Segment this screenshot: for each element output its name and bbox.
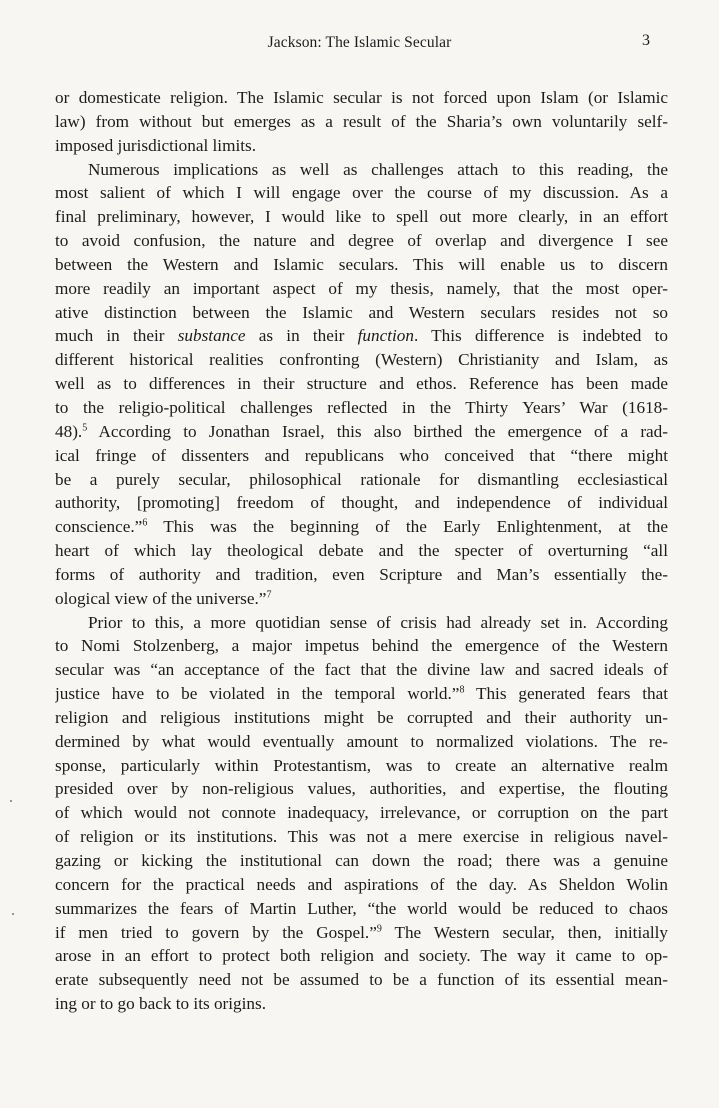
text-line: to the religio-political challenges reflected in the Thirty Years’ War (1618- [55,397,668,417]
scan-speck [12,913,14,915]
text-line: well as to differences in their structure and ethos. Reference has been made [55,374,668,394]
text-line: ative distinction between the Islamic and Western seculars resides not so [55,302,668,322]
running-head-title: Jackson: The Islamic Secular [267,34,452,51]
text-line: gazing or kicking the institutional can down the road; there was a genuine [55,851,668,870]
text-line: ological view of the universe.”$^7$ [55,588,272,608]
text-line: final preliminary, however, I would like to spell out more clearly, in an effort [55,207,668,227]
text-line: of which would not connote inadequacy, irrelevance, or corruption on the part [55,803,668,823]
text-line: dermined by what would eventually amount to normalized violations. The re- [55,731,668,751]
text-line: concern for the practical needs and aspirations of the day. As Sheldon Wolin [55,874,668,894]
text-line: ing or to go back to its origins. [55,994,267,1014]
text-line: to avoid confusion, the nature and degree of overlap and divergence I see [55,231,668,251]
text-line: law) from without but emerges as a result of the Sharia’s own voluntarily self- [55,111,668,131]
text-line: Prior to this, a more quotidian sense of crisis had already set in. According [88,612,668,632]
text-line: arose in an effort to protect both religion and society. The way it came to op- [55,946,668,966]
text-line: erate subsequently need not be assumed to be a function of its essential mean- [55,970,668,990]
text-line: summarizes the fears of Martin Luther, “the world would be reduced to chaos [55,898,668,918]
text-line: most salient of which I will engage over the course of my discussion. As a [55,183,668,203]
text-line: presided over by non-religious values, authorities, and expertise, the flouting [55,779,668,799]
text-line: between the Western and Islamic seculars. This will enable us to discern [55,254,668,274]
text-line: religion and religious institutions might be corrupted and their authority un- [55,707,668,727]
text-line: or domesticate religion. The Islamic secular is not forced upon Islam (or Islamic [55,88,668,107]
text-line: much in their substance as in their function. This difference is indebted to [55,326,668,346]
page-number: 3 [642,32,650,49]
text-line: 48).$^5$ According to Jonathan Israel, this also birthed the emergence of a rad- [55,421,668,441]
text-line: Numerous implications as well as challenges attach to this reading, the [88,159,668,179]
text-line: ical fringe of dissenters and republicans who conceived that “there might [55,445,668,465]
text-line: different historical realities confronting (Western) Christianity and Islam, as [55,350,668,370]
text-line: if men tried to govern by the Gospel.”$^9$ The Western secular, then, initially [55,922,668,942]
text-line: conscience.”$^6$ This was the beginning of the Early Enlightenment, at the [55,517,668,537]
text-line: imposed jurisdictional limits. [55,135,256,155]
text-line: justice have to be violated in the temporal world.”$^8$ This generated fears that [55,684,668,704]
text-line: heart of which lay theological debate and the specter of overturning “all [55,541,668,561]
scan-speck [10,800,12,802]
body-text [55,86,668,1016]
text-line: secular was “an acceptance of the fact that the divine law and sacred ideals of [55,660,668,680]
text-line: more readily an important aspect of my thesis, namely, that the most oper- [55,278,668,298]
text-line: forms of authority and tradition, even Scripture and Man’s essentially the- [55,564,668,584]
text-line: of religion or its institutions. This was not a mere exercise in religious navel- [55,827,668,847]
text-line: authority, [promoting] freedom of thought, and independence of individual [55,493,668,513]
text-line: sponse, particularly within Protestantism, was to create an alternative realm [55,755,668,775]
text-line: be a purely secular, philosophical rationale for dismantling ecclesiastical [55,469,668,489]
text-line: to Nomi Stolzenberg, a major impetus behind the emergence of the Western [55,636,668,656]
